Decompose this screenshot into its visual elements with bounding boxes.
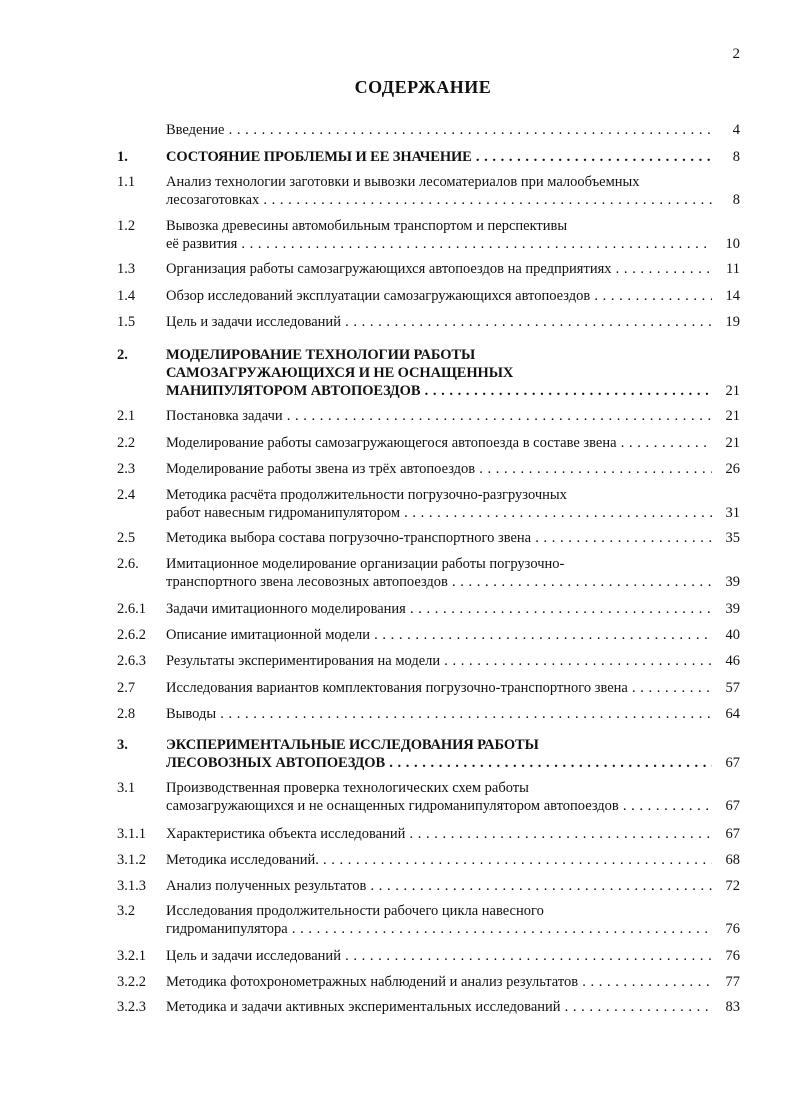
toc-entry-line: Методика исследований. . . . [166, 851, 712, 869]
toc-entry-title [166, 652, 712, 670]
toc-entry-line: ЛЕСОВОЗНЫХ АВТОПОЕЗДОВ . . . [166, 754, 712, 772]
toc-entry-line: МОДЕЛИРОВАНИЕ ТЕХНОЛОГИИ РАБОТЫ [166, 347, 476, 363]
toc-entry-page: 10 [725, 236, 740, 252]
toc-entry-number: 1. [117, 149, 128, 165]
toc-entry-number: 2.6.2 [117, 627, 146, 643]
toc-entry-line: ЭКСПЕРИМЕНТАЛЬНЫЕ ИССЛЕДОВАНИЯ РАБОТЫ [166, 737, 539, 753]
toc-entry-number: 1.2 [117, 218, 136, 234]
toc-entry-title [166, 407, 712, 425]
toc-entry-title [166, 947, 712, 965]
toc-entry-line: Описание имитационной модели . . . [166, 626, 712, 644]
toc-entry-line: МАНИПУЛЯТОРОМ АВТОПОЕЗДОВ . . . [166, 382, 712, 400]
toc-entry-page: 21 [725, 408, 740, 424]
toc-entry-page: 68 [725, 852, 740, 868]
toc-entry-page: 76 [725, 921, 740, 937]
toc-entry-title [166, 973, 712, 991]
toc-entry-page: 21 [725, 383, 740, 399]
toc-entry-line: Методика фотохронометражных наблюдений и анализ результатов . . . [166, 973, 712, 991]
toc-entry-title [166, 434, 712, 452]
toc-entry-title [166, 529, 712, 547]
toc-entry-number: 2.6.1 [117, 601, 146, 617]
toc-entry-title [166, 998, 712, 1016]
toc-entry-line: Исследования вариантов комплектования погрузочно-транспортного звена . . . [166, 679, 712, 697]
toc-entry-number: 1.5 [117, 314, 136, 330]
toc-entry-title [166, 877, 712, 895]
toc-entry-line: Имитационное моделирование организации работы погрузочно- [166, 556, 565, 572]
toc-entry-line: транспортного звена лесовозных автопоездов . . . [166, 573, 712, 591]
toc-entry-number: 2.6. [117, 556, 139, 572]
toc-entry-title [166, 679, 712, 697]
toc-entry-line: Исследования продолжительности рабочего цикла навесного [166, 903, 544, 919]
toc-entry-line: Постановка задачи . . . [166, 407, 712, 425]
toc-entry-page: 8 [732, 149, 740, 165]
toc-entry-line: Методика расчёта продолжительности погрузочно-разгрузочных [166, 487, 567, 503]
toc-entry-number: 3.1.3 [117, 878, 146, 894]
toc-entry-line: Моделирование работы звена из трёх автопоездов . . . [166, 460, 712, 478]
toc-entry-number: 3.2.3 [117, 999, 146, 1015]
toc-entry-title [166, 600, 712, 618]
toc-entry-line: работ навесным гидроманипулятором . . . [166, 504, 712, 522]
toc-entry-number: 2.4 [117, 487, 136, 503]
toc-entry-page: 39 [725, 601, 740, 617]
toc-entry-number: 3.1.2 [117, 852, 146, 868]
toc-entry-title [166, 148, 712, 166]
toc-entry-title [166, 626, 712, 644]
toc-entry-number: 3. [117, 737, 128, 753]
toc-entry-line: Цель и задачи исследований . . . [166, 313, 712, 331]
toc-entry-title [166, 217, 712, 253]
toc-entry-page: 57 [725, 680, 740, 696]
toc-entry-page: 11 [726, 261, 740, 277]
toc-entry-page: 46 [725, 653, 740, 669]
toc-entry-number: 2.3 [117, 461, 136, 477]
toc-entry-number: 2.2 [117, 435, 136, 451]
toc-entry-number: 3.1.1 [117, 826, 146, 842]
toc-entry-page: 31 [725, 505, 740, 521]
toc-entry-number: 1.4 [117, 288, 136, 304]
toc-entry-line: Производственная проверка технологических схем работы [166, 780, 529, 796]
toc-entry-page: 77 [725, 974, 740, 990]
toc-entry-number: 2.1 [117, 408, 136, 424]
toc-entry-line: гидроманипулятора . . . [166, 920, 712, 938]
toc-entry-line: Моделирование работы самозагружающегося автопоезда в составе звена . . . [166, 434, 712, 452]
toc-entry-title [166, 779, 712, 815]
toc-entry-title [166, 555, 712, 591]
toc-entry-title [166, 346, 712, 400]
toc-entry-page: 83 [725, 999, 740, 1015]
toc-entry-title [166, 260, 712, 278]
toc-entry-page: 67 [725, 755, 740, 771]
toc-entry-line: её развития . . . [166, 235, 712, 253]
page-number: 2 [732, 46, 740, 62]
toc-entry-title [166, 287, 712, 305]
toc-entry-line: Обзор исследований эксплуатации самозагружающихся автопоездов . . . [166, 287, 712, 305]
toc-entry-number: 1.1 [117, 174, 136, 190]
toc-entry-line: Введение . . . [166, 121, 712, 139]
toc-entry-number: 3.2.2 [117, 974, 146, 990]
toc-entry-line: Цель и задачи исследований . . . [166, 947, 712, 965]
toc-entry-line: СОСТОЯНИЕ ПРОБЛЕМЫ И ЕЕ ЗНАЧЕНИЕ . . . [166, 148, 712, 166]
toc-entry-line: САМОЗАГРУЖАЮЩИХСЯ И НЕ ОСНАЩЕННЫХ [166, 365, 514, 381]
toc-entry-title [166, 121, 712, 139]
toc-entry-page: 8 [732, 192, 740, 208]
toc-entry-title [166, 173, 712, 209]
toc-entry-line: Характеристика объекта исследований . . . [166, 825, 712, 843]
toc-entry-page: 26 [725, 461, 740, 477]
toc-entry-line: лесозаготовках . . . [166, 191, 712, 209]
page-title: СОДЕРЖАНИЕ [354, 77, 492, 97]
toc-entry-number: 2.7 [117, 680, 136, 696]
toc-entry-page: 14 [725, 288, 740, 304]
toc-entry-number: 2.5 [117, 530, 136, 546]
toc-entry-title [166, 486, 712, 522]
toc-entry-number: 3.2.1 [117, 948, 146, 964]
toc-entry-number: 2.6.3 [117, 653, 146, 669]
toc-entry-number: 2. [117, 347, 128, 363]
toc-entry-title [166, 705, 712, 723]
toc-entry-line: Организация работы самозагружающихся автопоездов на предприятиях . . . [166, 260, 712, 278]
toc-entry-page: 39 [725, 574, 740, 590]
toc-entry-page: 40 [725, 627, 740, 643]
toc-entry-line: Задачи имитационного моделирования . . . [166, 600, 712, 618]
toc-entry-number: 3.1 [117, 780, 136, 796]
toc-entry-line: Методика и задачи активных экспериментальных исследований . . . [166, 998, 712, 1016]
toc-entry-number: 2.8 [117, 706, 136, 722]
toc-entry-line: Анализ технологии заготовки и вывозки лесоматериалов при малообъемных [166, 174, 640, 190]
toc-entry-title [166, 851, 712, 869]
toc-entry-title [166, 313, 712, 331]
toc-entry-page: 35 [725, 530, 740, 546]
toc-entry-line: Выводы . . . [166, 705, 712, 723]
toc-entry-page: 76 [725, 948, 740, 964]
toc-entry-page: 4 [732, 122, 740, 138]
toc-entry-line: самозагружающихся и не оснащенных гидроманипулятором автопоездов . . . [166, 797, 712, 815]
toc-entry-title [166, 736, 712, 772]
toc-entry-number: 1.3 [117, 261, 136, 277]
toc-entry-page: 64 [725, 706, 740, 722]
toc-entry-line: Результаты экспериментирования на модели . . . [166, 652, 712, 670]
toc-entry-number: 3.2 [117, 903, 136, 919]
toc-entry-title [166, 825, 712, 843]
toc-entry-title [166, 902, 712, 938]
toc-entry-title [166, 460, 712, 478]
toc-entry-line: Анализ полученных результатов . . . [166, 877, 712, 895]
toc-entry-line: Вывозка древесины автомобильным транспортом и перспективы [166, 218, 568, 234]
toc-entry-page: 67 [725, 826, 740, 842]
toc-entry-page: 19 [725, 314, 740, 330]
toc-entry-page: 72 [725, 878, 740, 894]
toc-entry-line: Методика выбора состава погрузочно-транспортного звена . . . [166, 529, 712, 547]
toc-entry-page: 21 [725, 435, 740, 451]
toc-entry-page: 67 [725, 798, 740, 814]
